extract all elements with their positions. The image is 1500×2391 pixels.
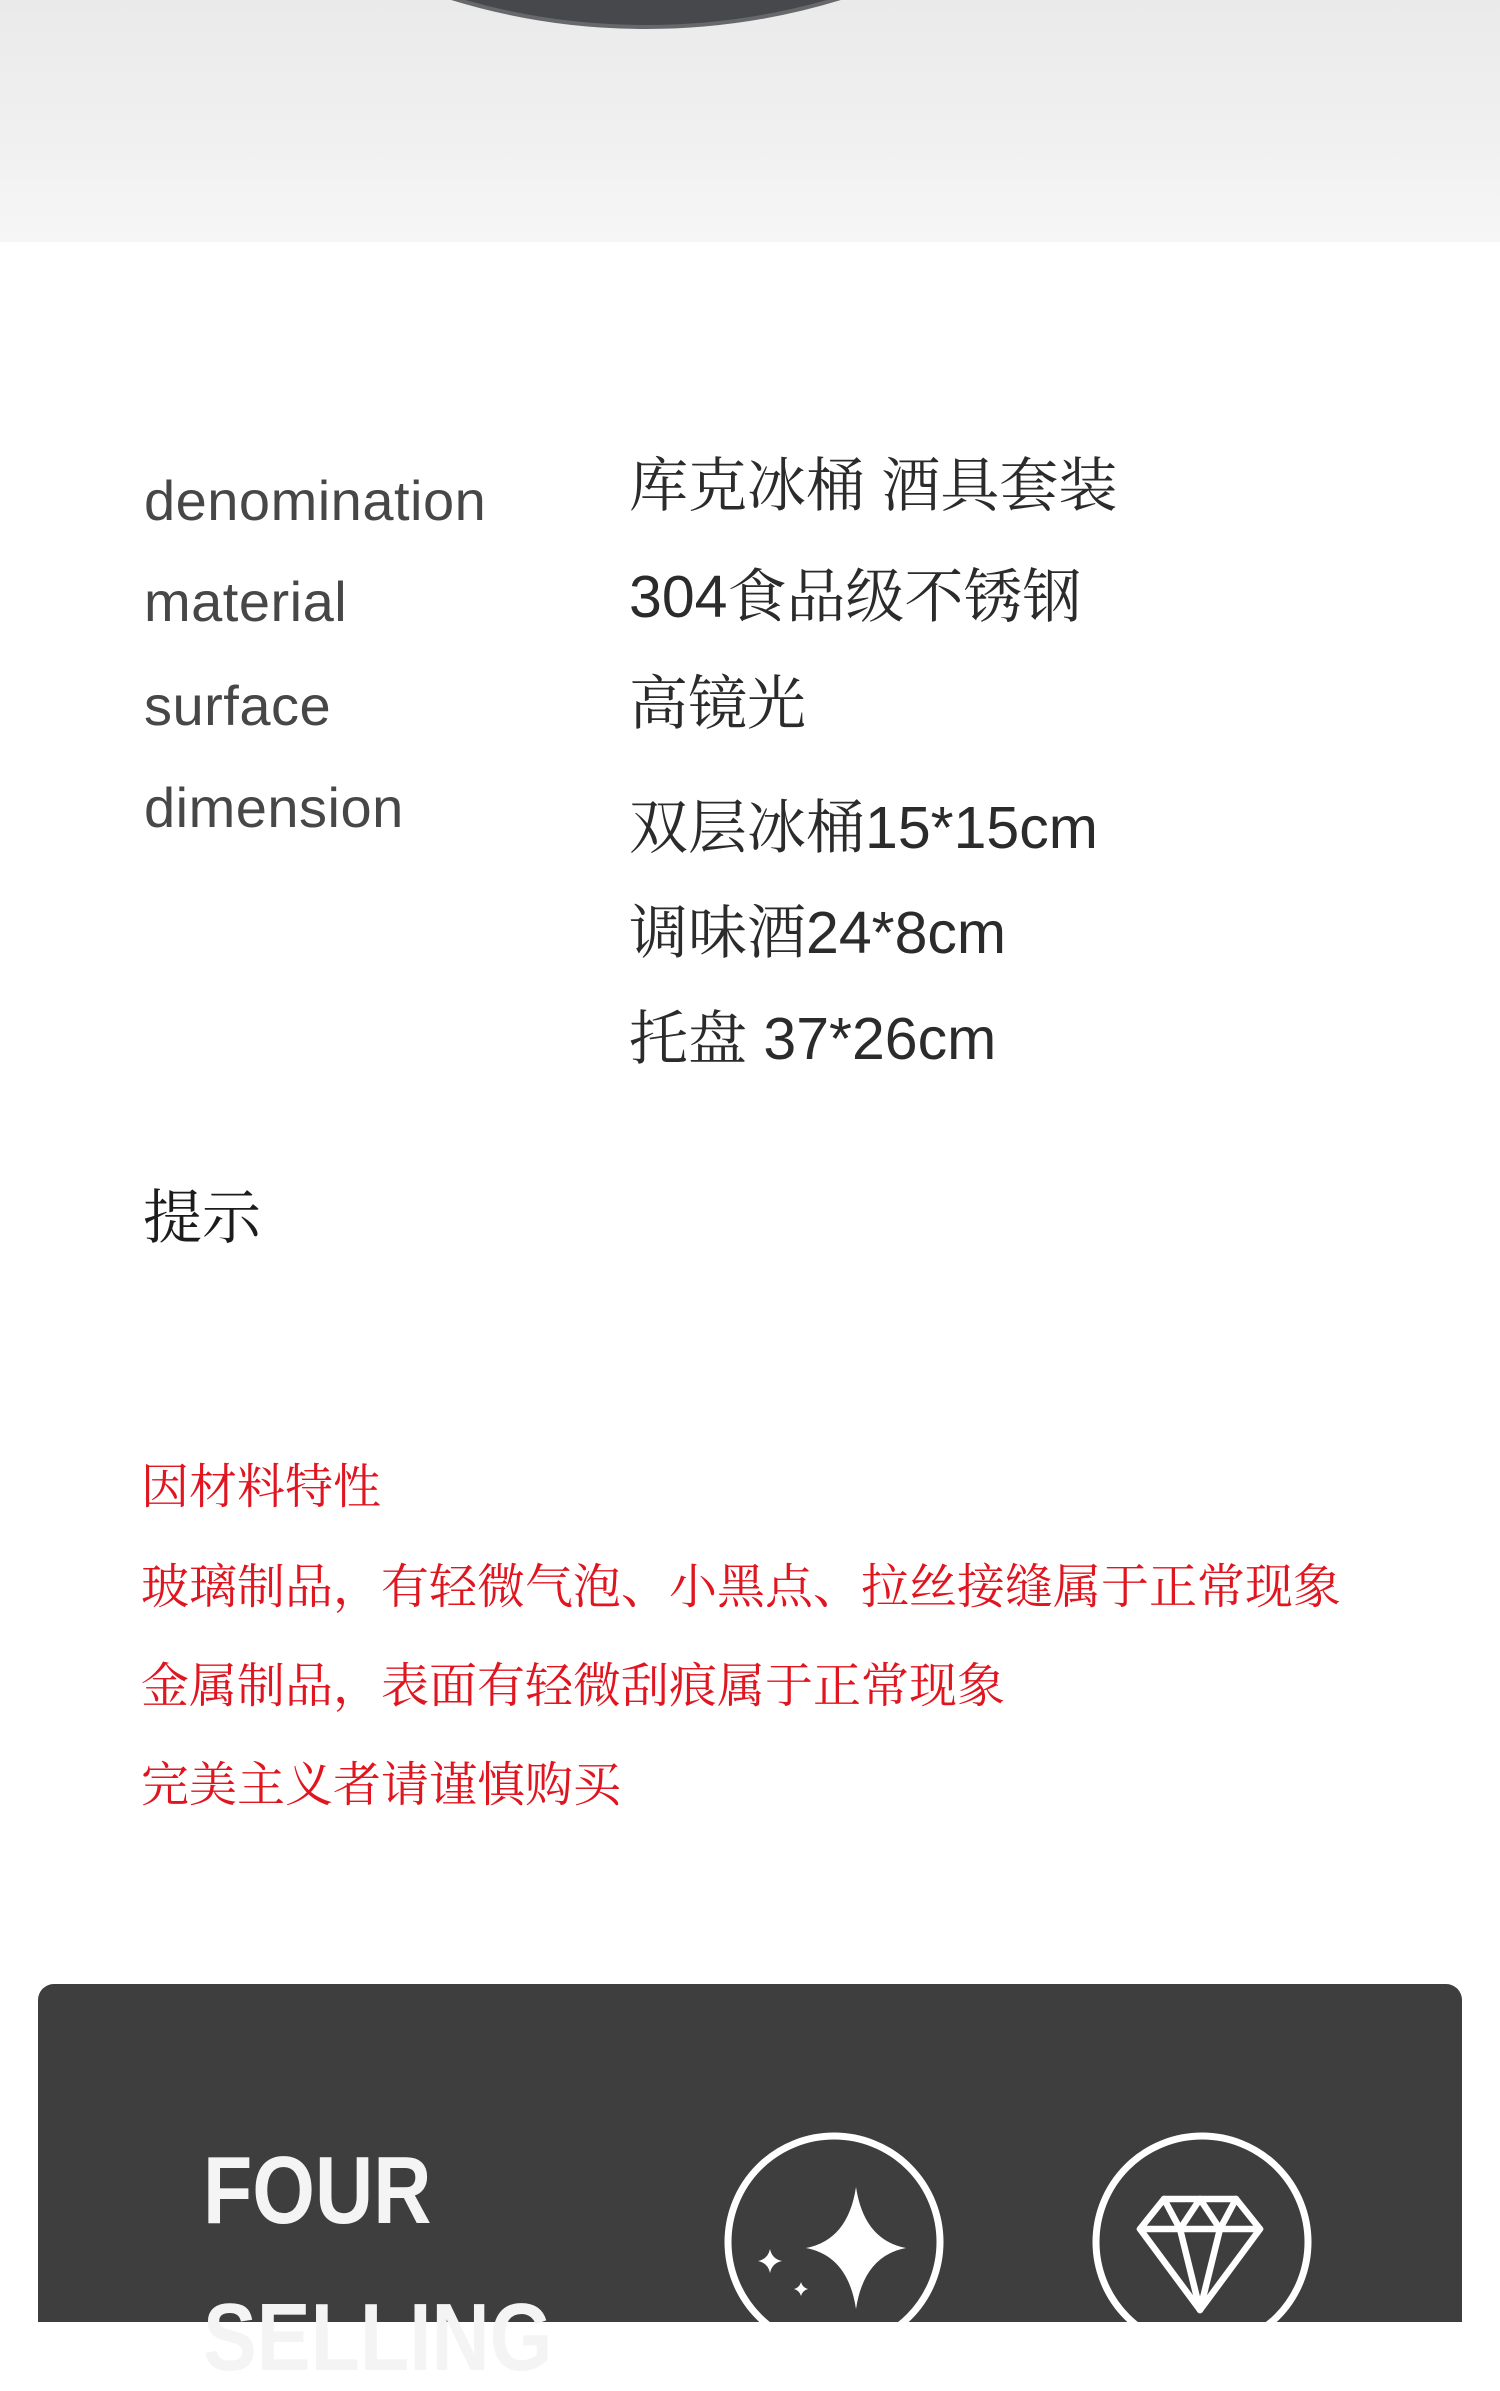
- selling-points-heading-line: FOUR: [203, 2137, 432, 2244]
- spec-value: 库克冰桶 酒具套装: [629, 453, 1118, 519]
- spec-value: 304食品级不锈钢: [629, 564, 1082, 630]
- diamond-icon: [1082, 2122, 1322, 2362]
- notice-line: 金属制品，表面有轻微刮痕属于正常现象: [141, 1658, 1006, 1714]
- selling-points-heading-line: SELLING: [203, 2284, 553, 2391]
- notice-line: 因材料特性: [141, 1459, 382, 1515]
- spec-label: material: [144, 570, 348, 633]
- ice-bucket-bottom-edge: [0, 0, 1500, 60]
- spec-label: denomination: [144, 469, 487, 532]
- notice-line: 完美主义者请谨慎购买: [141, 1757, 622, 1813]
- spec-value: 双层冰桶15*15cm: [629, 795, 1098, 861]
- spec-value: 托盘 37*26cm: [629, 1006, 997, 1072]
- ice-bucket-body: [0, 0, 1312, 27]
- notice-line: 玻璃制品，有轻微气泡、小黑点、拉丝接缝属于正常现象: [141, 1559, 1342, 1615]
- spec-value: 调味酒24*8cm: [629, 900, 1007, 966]
- spec-label: dimension: [144, 776, 404, 839]
- notice-title: 提示: [143, 1183, 262, 1252]
- sparkle-icon: [714, 2122, 954, 2362]
- selling-points-card: [38, 1984, 1462, 2391]
- spec-label: surface: [144, 674, 332, 737]
- spec-value: 高镜光: [629, 671, 807, 737]
